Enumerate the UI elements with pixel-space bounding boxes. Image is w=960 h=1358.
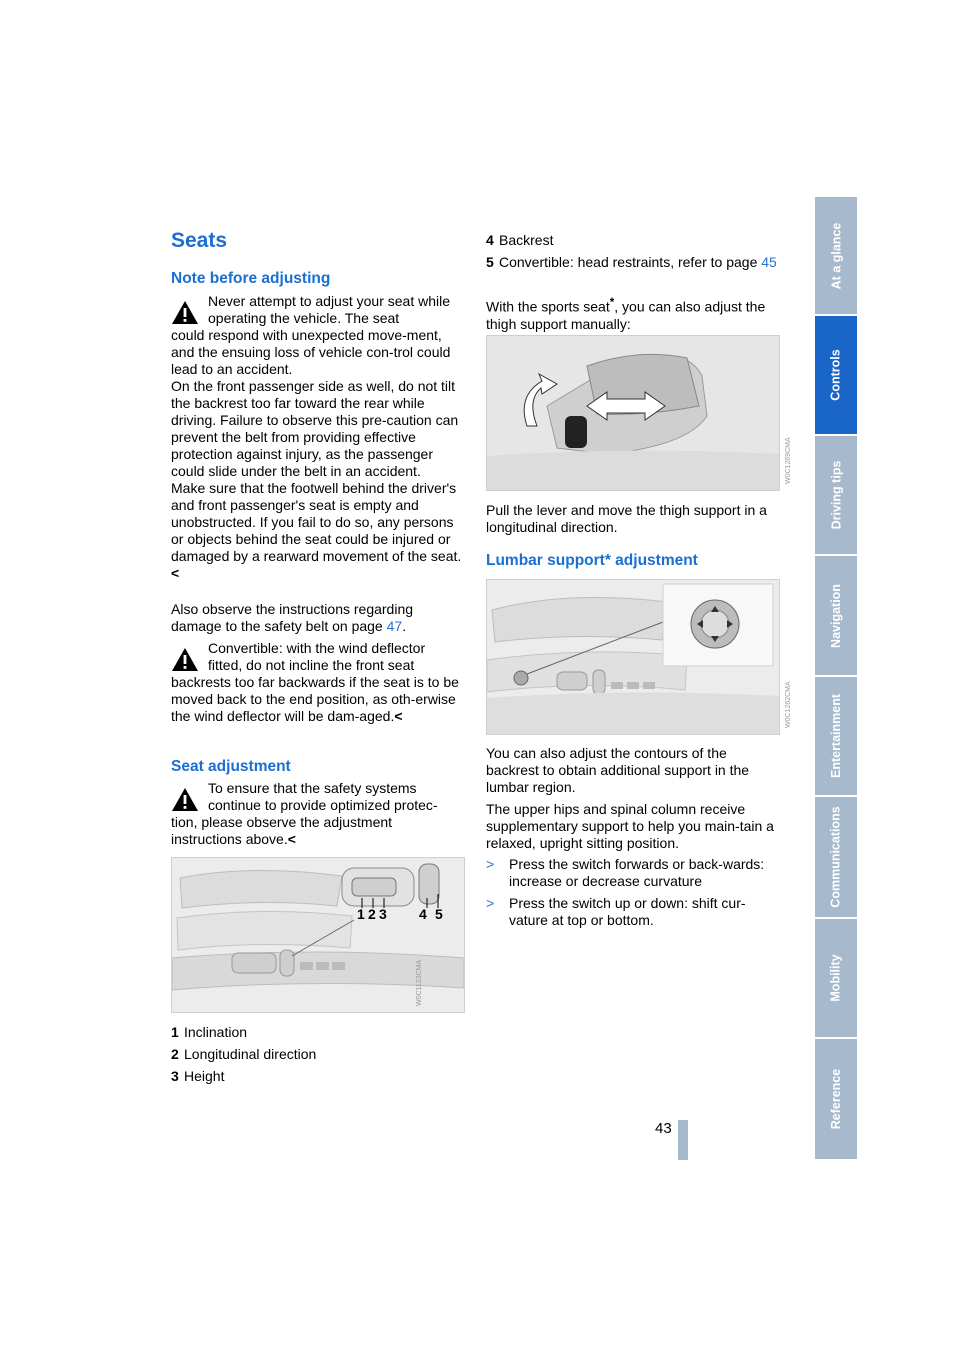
- tab-navigation[interactable]: [815, 556, 857, 675]
- list-item: 5 Convertible: head restraints, refer to page 45: [486, 254, 777, 270]
- section-heading-note: Note before adjusting: [171, 270, 331, 287]
- upper-hips-paragraph: The upper hips and spinal column receive supplementary support to help you main-tain a relaxed, upright sitting position.: [486, 801, 774, 851]
- bullet-text: Press the switch up or down: shift cur-vature at top or bottom.: [509, 895, 746, 928]
- page-marker-bar: [678, 1120, 688, 1160]
- observe-paragraph: [171, 601, 463, 635]
- end-mark: <: [287, 831, 296, 847]
- observe-end: .: [402, 618, 407, 634]
- fig1-label-3: 3: [379, 906, 387, 922]
- bullet-item: [486, 856, 778, 890]
- thigh-support-figure: [486, 335, 780, 491]
- warning1-para2: On the front passenger side as well, do not tilt the backrest too far toward the rear while driving. Failure to observe this pre-caution can prevent the belt from providing effective protection against injury, as the passenger could slide under the belt in an accident.: [171, 378, 459, 479]
- warning-block-2: [171, 640, 463, 725]
- warning1-para3-text: Make sure that the footwell behind the driver's and front passenger's seat is empty and unobstructed. If you fail to do so, any persons or objects behind the seat could be injured or damaged by a rearward movement of the seat.: [171, 480, 462, 564]
- lumbar-illustration: [487, 580, 779, 734]
- tab-at-a-glance[interactable]: [815, 197, 857, 314]
- tab-reference[interactable]: [815, 1039, 857, 1159]
- tab-entertainment[interactable]: [815, 677, 857, 795]
- tab-label: Reference: [829, 1068, 844, 1130]
- list-item: 4 Backrest: [486, 232, 554, 248]
- page-link-45[interactable]: 45: [761, 254, 777, 270]
- fig1-label-1: 1: [357, 906, 365, 922]
- end-mark: <: [171, 565, 180, 581]
- tab-label: Controls: [829, 349, 844, 401]
- warning2-first: Convertible: with the wind deflector fitted, do not incline the front seat: [208, 640, 426, 673]
- page-number: 43: [655, 1120, 672, 1137]
- page-link-47[interactable]: 47: [386, 618, 403, 634]
- warning3-first: To ensure that the safety systems continue to provide optimized protec-: [208, 780, 438, 813]
- thigh-support-illustration: [487, 336, 779, 490]
- warning-triangle-icon: [171, 647, 199, 672]
- warning1-para3: [171, 480, 463, 582]
- tab-label: Communications: [829, 806, 843, 908]
- list-item: 2 Longitudinal direction: [171, 1046, 317, 1062]
- warning-triangle-icon: [171, 787, 199, 812]
- pull-lever-paragraph: Pull the lever and move the thigh support in a longitudinal direction.: [486, 502, 767, 535]
- section-heading-seat-adjustment: Seat adjustment: [171, 758, 291, 775]
- tab-driving-tips[interactable]: [815, 436, 857, 554]
- fig1-code: W0C1123CMA: [416, 959, 423, 1006]
- tab-label: Mobility: [829, 954, 843, 1002]
- warning-triangle-icon: [171, 300, 199, 325]
- list-item: 1 Inclination: [171, 1024, 248, 1040]
- tab-label: Driving tips: [829, 460, 844, 530]
- tab-communications[interactable]: [815, 797, 857, 917]
- warning-block-1: [171, 293, 463, 582]
- bullet-item: [486, 895, 778, 929]
- fig3-code: W0C1262CMA: [785, 681, 792, 728]
- warning3-rest: tion, please observe the adjustment instructions above.: [171, 814, 393, 847]
- sports-seat-paragraph: With the sports seat*, you can also adjust the thigh support manually:: [486, 296, 766, 332]
- lumbar-figure: [486, 579, 780, 735]
- bullet-marker: >: [486, 895, 495, 911]
- page-title: Seats: [171, 229, 228, 252]
- warning-block-3: [171, 780, 463, 848]
- fig1-label-4: 4: [419, 906, 427, 922]
- end-mark: <: [394, 708, 403, 724]
- tab-label: Navigation: [829, 583, 843, 648]
- warning1-rest: could respond with unexpected move-ment, and the ensuing loss of vehicle con-trol could lead to an accident.: [171, 327, 451, 377]
- tab-controls[interactable]: [815, 316, 857, 434]
- fig1-label-2: 2: [368, 906, 376, 922]
- tab-label: At a glance: [829, 222, 843, 289]
- warning1-first: Never attempt to adjust your seat while operating the vehicle. The seat: [208, 293, 451, 326]
- bullet-text: Press the switch forwards or back-wards: increase or decrease curvature: [509, 856, 765, 889]
- contours-paragraph: You can also adjust the contours of the backrest to obtain additional support in the lumbar region.: [486, 745, 750, 795]
- list-item: 3 Height: [171, 1068, 225, 1084]
- observe-text: Also observe the instructions regarding damage to the safety belt on page: [171, 601, 414, 634]
- tab-label: Entertainment: [829, 693, 844, 779]
- bullet-marker: >: [486, 856, 495, 872]
- section-heading-lumbar: Lumbar support* adjustment: [486, 552, 698, 569]
- fig2-code: W0C1269CMA: [785, 437, 792, 484]
- tab-mobility[interactable]: [815, 919, 857, 1037]
- fig1-label-5: 5: [435, 906, 443, 922]
- warning2-rest: backrests too far backwards if the seat is to be moved back to the end position, as oth-erwise the wind deflector will be dam-aged.: [171, 674, 459, 724]
